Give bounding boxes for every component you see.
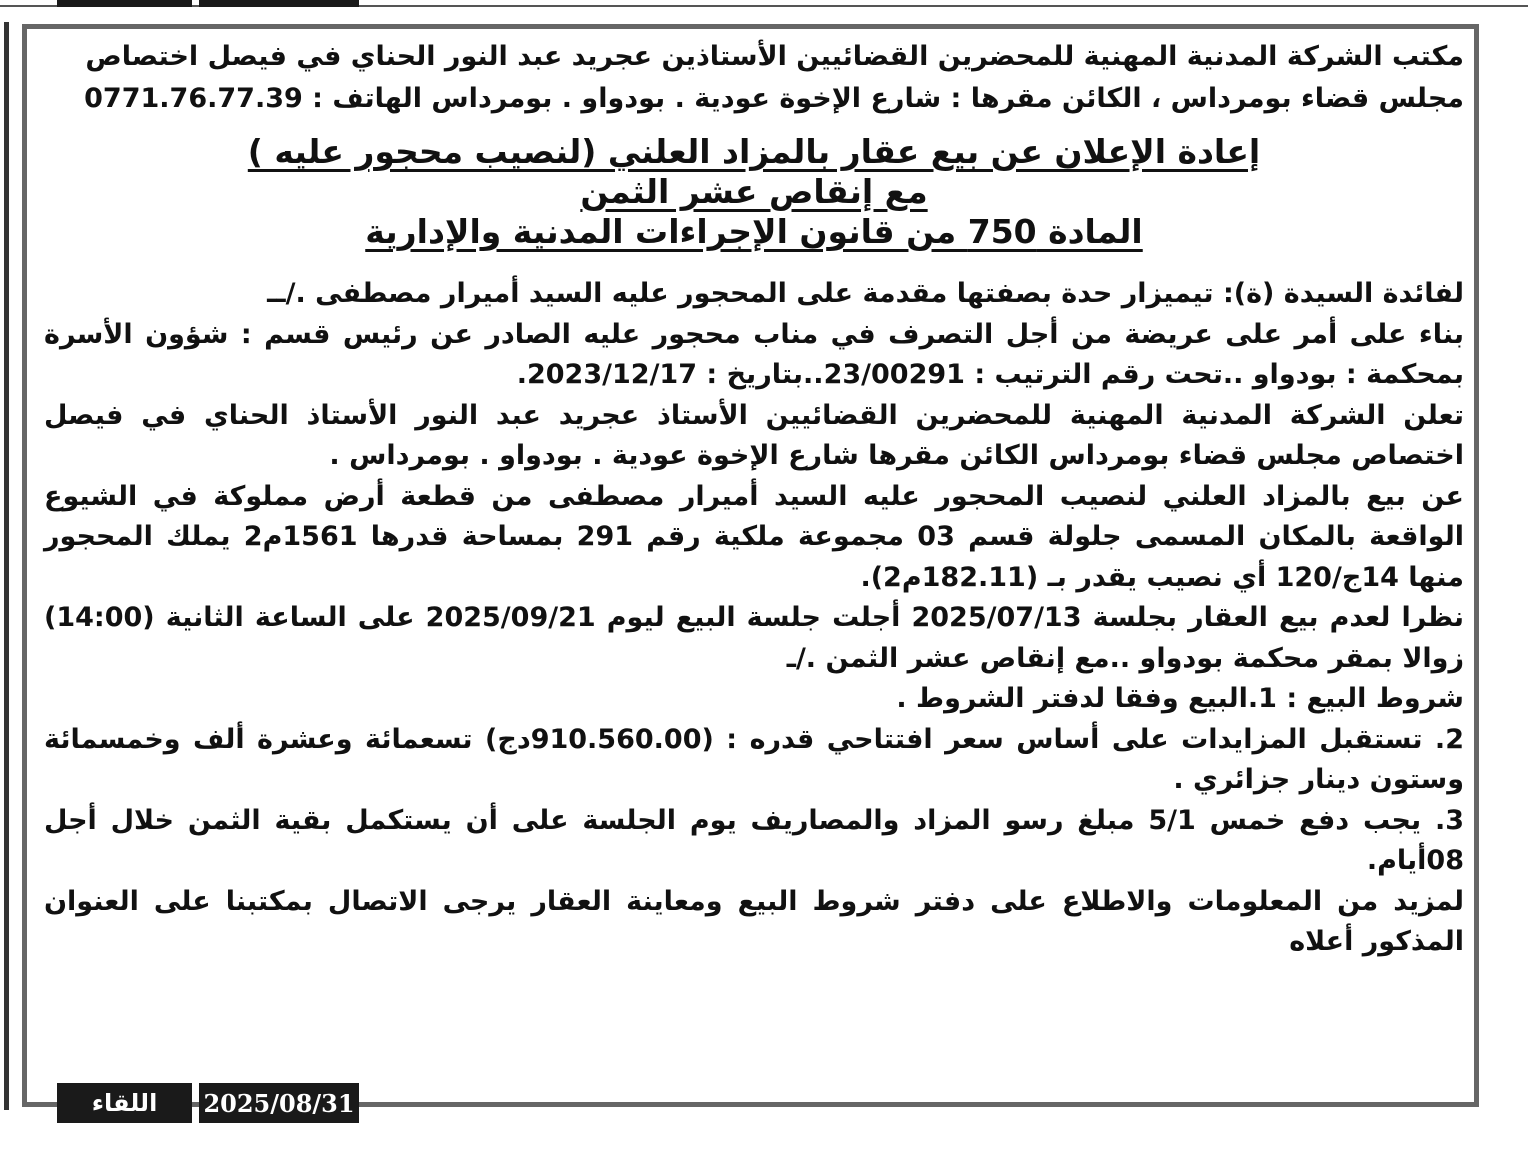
sale-condition-1: شروط البيع : 1.البيع وفقا لدفتر الشروط . xyxy=(896,683,1464,714)
beneficiary-paragraph: لفائدة السيدة (ة): تيميزار حدة بصفتها مقدمة على المحجور عليه السيد أميرار مصطفى ./ــ xyxy=(267,278,1464,309)
order-paragraph: بناء على أمر على عريضة من أجل التصرف في مناب محجور عليه الصادر عن رئيس قسم : شؤون الأسرة بمحكمة : بودواو ..تحت رقم الترتيب : 23/00291..بتاريخ : 2023/12/17. xyxy=(44,318,1464,390)
notice-content xyxy=(44,36,1464,963)
publication-date-tag: 2025/08/31 xyxy=(199,1083,359,1123)
sale-condition-3: 3. يجب دفع خمس 5/1 مبلغ رسو المزاد والمصاريف يوم الجلسة على أن يستكمل بقية الثمن خلال أجل 08أيام. xyxy=(44,804,1465,876)
notice-subtitle: مع إنقاص عشر الثمن xyxy=(580,172,928,211)
notice-titles xyxy=(44,132,1464,252)
contact-paragraph: لمزيد من المعلومات والاطلاع على دفتر شروط البيع ومعاينة العقار يرجى الاتصال بمكتبنا على العنوان المذكور أعلاه xyxy=(44,885,1464,957)
top-block-right xyxy=(199,0,359,7)
left-column-rule xyxy=(4,22,9,1110)
office-header-line-1: مكتب الشركة المدنية المهنية للمحضرين القضائيين الأستاذين عجريد عبد النور الحناي في فيصل اختصاص xyxy=(85,41,1464,72)
newspaper-name-tag: اللقاء xyxy=(57,1083,192,1123)
office-header-line-2: مجلس قضاء بومرداس ، الكائن مقرها : شارع الإخوة عودية . بودواو . بومرداس الهاتف : 0771.76.77.39 xyxy=(84,83,1464,114)
top-block-left xyxy=(57,0,192,7)
sale-condition-2: 2. تستقبل المزايدات على أساس سعر افتتاحي قدره : (910.560.00دج) تسعمائة وعشرة ألف وخمسمائة وستون دينار جزائري . xyxy=(44,723,1464,795)
session-paragraph: نظرا لعدم بيع العقار بجلسة 2025/07/13 أجلت جلسة البيع ليوم 2025/09/21 على الساعة الثانية (14:00) زوالا بمقر محكمة بودواو ..مع إنقاص عشر الثمن ./ـ xyxy=(44,602,1464,674)
property-paragraph: عن بيع بالمزاد العلني لنصيب المحجور عليه السيد أميرار مصطفى من قطعة أرض مملوكة في الشيوع الواقعة بالمكان المسمى جلولة قسم 03 مجموعة ملكية رقم 291 بمساحة قدرها 1561م2 يملك المحجور منها 14ج/120 أي نصيب يقدر بـ (182.11م2). xyxy=(44,480,1465,593)
announcer-paragraph: تعلن الشركة المدنية المهنية للمحضرين القضائيين الأستاذ عجريد عبد النور الأستاذ الحناي في فيصل اختصاص مجلس قضاء بومرداس الكائن مقرها شارع الإخوة عودية . بودواو . بومرداس . xyxy=(44,399,1464,471)
top-rule xyxy=(0,0,1528,8)
notice-title: إعادة الإعلان عن بيع عقار بالمزاد العلني (لنصيب محجور عليه ) xyxy=(247,132,1261,171)
legal-article: المادة 750 من قانون الإجراءات المدنية والإدارية xyxy=(365,212,1143,251)
